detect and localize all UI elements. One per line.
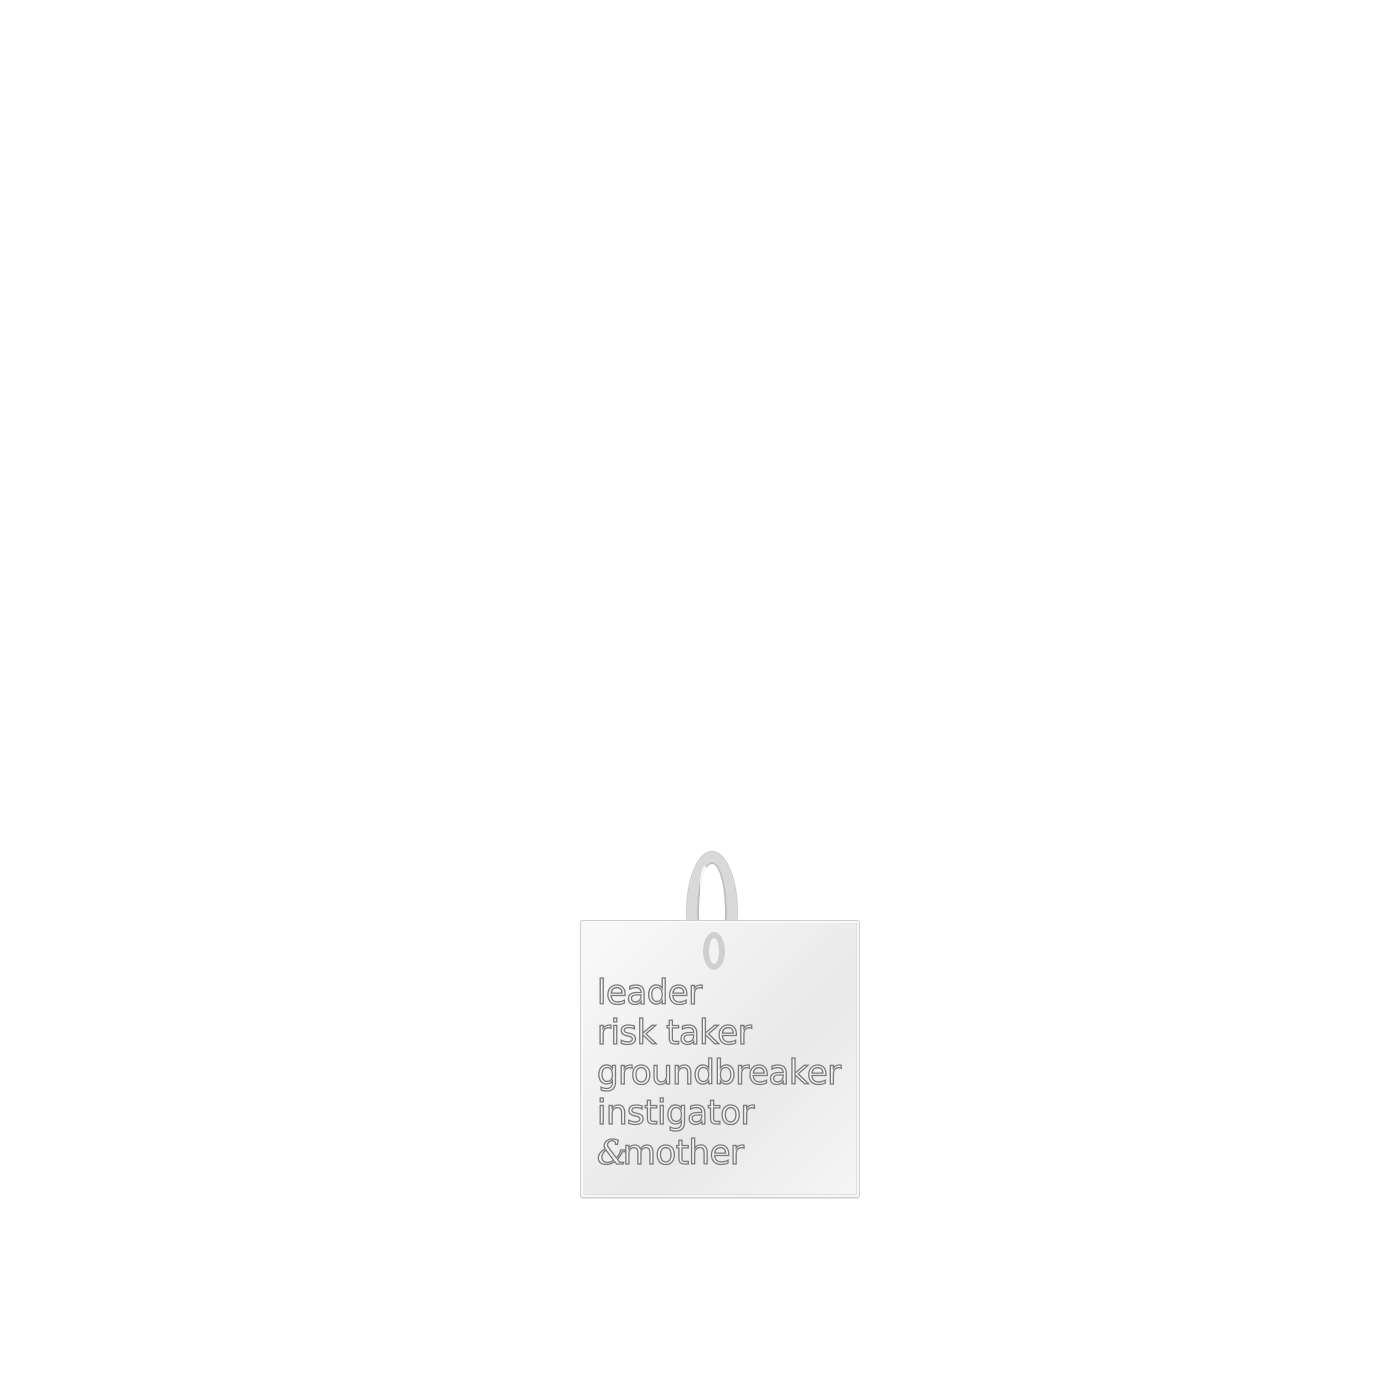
engraved-line-mother: [597, 1133, 841, 1173]
engraved-line-groundbreaker: groundbreaker: [597, 1053, 841, 1093]
engraved-line-risk-taker: risk taker: [597, 1013, 752, 1053]
engraved-line-instigator: instigator: [597, 1093, 755, 1133]
pendant-hole: [703, 932, 725, 970]
jump-ring-highlight: [700, 866, 710, 906]
engraved-line-leader: leader: [597, 973, 702, 1013]
engraved-ampersand: &: [597, 1133, 627, 1173]
engraved-text: [597, 973, 841, 1173]
engraved-word-mother: mother: [622, 1133, 744, 1173]
